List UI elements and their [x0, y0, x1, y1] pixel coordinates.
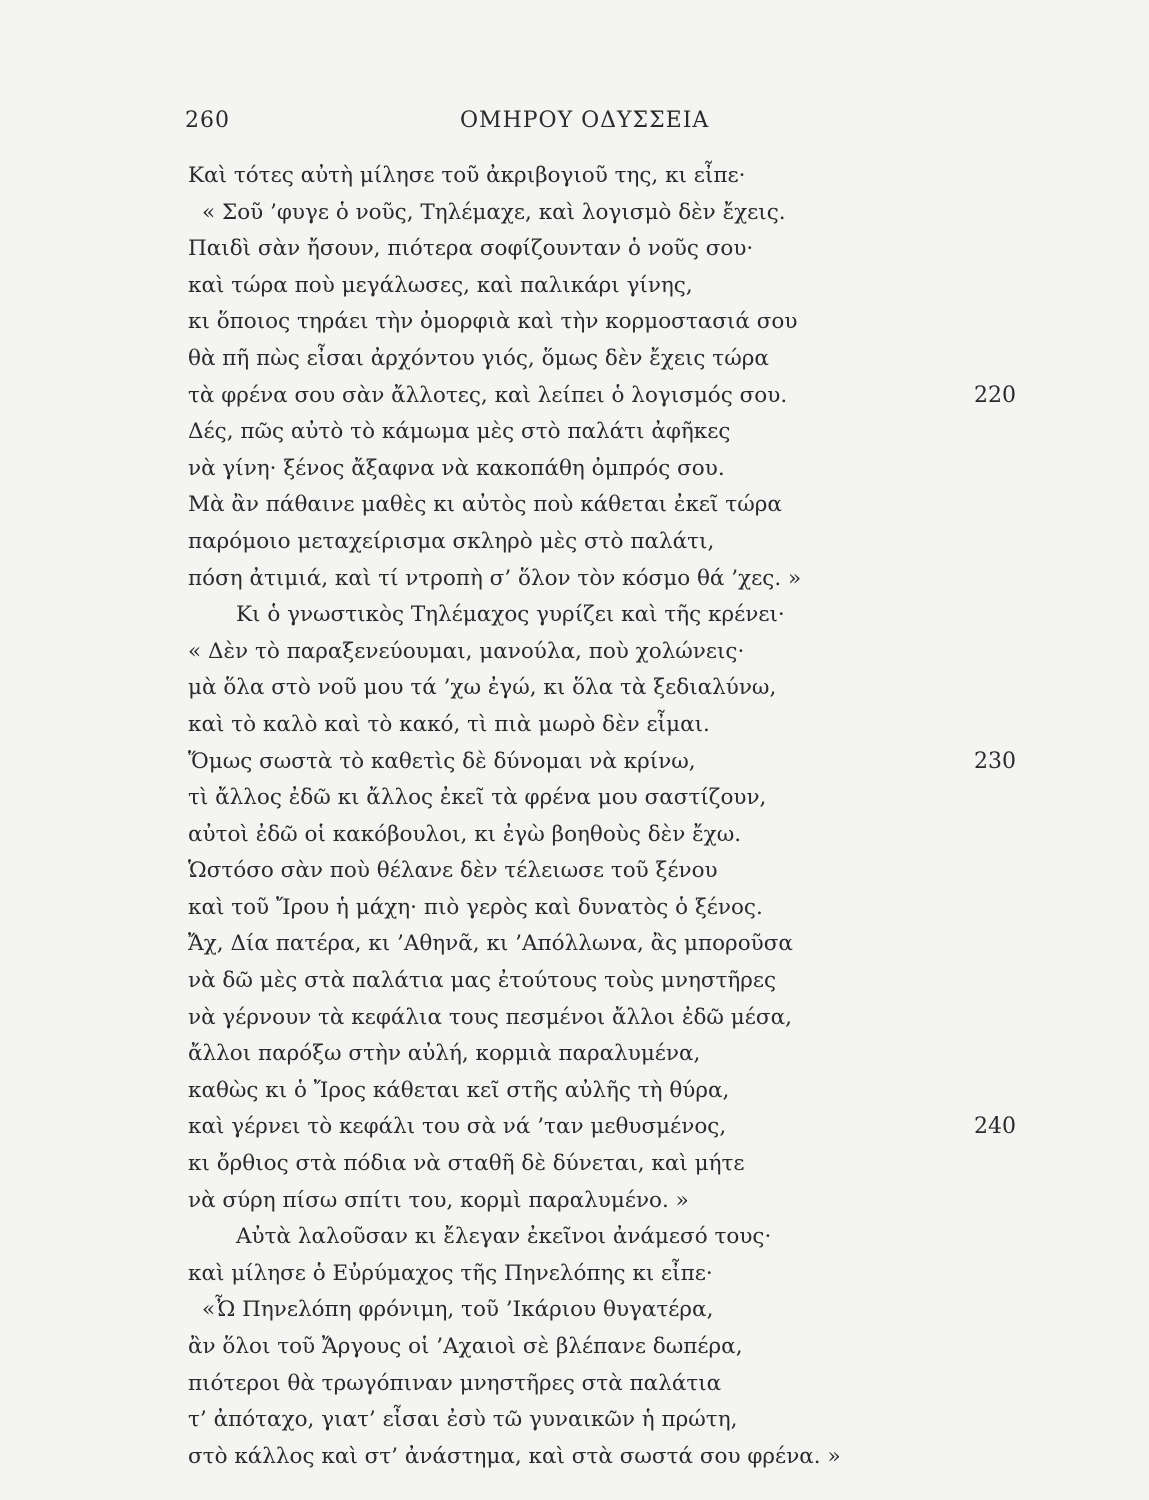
- line-number: 240: [974, 1114, 1016, 1140]
- verse-text: Παιδὶ σὰν ἤσουν, πιότερα σοφίζουνταν ὁ νοῦς σου·: [188, 236, 754, 262]
- verse-text: κι ὄρθιος στὰ πόδια νὰ σταθῆ δὲ δύνεται, καὶ μήτε: [188, 1151, 745, 1177]
- verse-text: αὐτοὶ ἐδῶ οἱ κακόβουλοι, κι ἐγὼ βοηθοὺς δὲν ἔχω.: [188, 821, 742, 847]
- verse-text: Ὅμως σωστὰ τὸ καθετὶς δὲ δύνομαι νὰ κρίνω,: [188, 748, 696, 774]
- verse-text: ἄλλοι παρόξω στὴν αὐλή, κορμιὰ παραλυμένα,: [188, 1041, 701, 1067]
- verse-line: [188, 304, 1048, 341]
- page-number: 260: [185, 108, 230, 133]
- verse-line: [188, 634, 1048, 671]
- verse-line: [188, 1329, 1048, 1366]
- verse-line: [188, 487, 1048, 524]
- verse-line: [188, 963, 1048, 1000]
- verse-text: στὸ κάλλος καὶ στ’ ἀνάστημα, καὶ στὰ σωστά σου φρένα. »: [188, 1443, 841, 1469]
- verse-text: τ’ ἀπόταχο, γιατ’ εἶσαι ἐσὺ τῶ γυναικῶν ἡ πρώτη,: [188, 1407, 738, 1433]
- verse-text: νὰ γίνη· ξένος ἄξαφνα νὰ κακοπάθη ὀμπρός σου.: [188, 455, 725, 481]
- running-title: ΟΜΗΡΟΥ ΟΔΥΣΣΕΙΑ: [460, 108, 710, 133]
- verse-line: [188, 597, 1048, 634]
- verse-text: Καὶ τότες αὐτὴ μίλησε τοῦ ἀκριβογιοῦ της, κι εἶπε·: [188, 163, 746, 188]
- verse-text: Ἄχ, Δία πατέρα, κι ’Αθηνᾶ, κι ’Απόλλωνα, ἂς μποροῦσα: [188, 931, 793, 957]
- verse-text: καθὼς κι ὁ Ἴρος κάθεται κεῖ στῆς αὐλῆς τὴ θύρα,: [188, 1077, 730, 1103]
- verse-line: [188, 158, 1048, 195]
- verse-text: καὶ τὸ καλὸ καὶ τὸ κακό, τὶ πιὰ μωρὸ δὲν εἶμαι.: [188, 711, 710, 737]
- verse-text: «Ὦ Πηνελόπη φρόνιμη, τοῦ ’Ικάριου θυγατέρα,: [202, 1297, 714, 1323]
- verse-line: [188, 1366, 1048, 1403]
- verse-text: κι ὅποιος τηράει τὴν ὀμορφιὰ καὶ τὴν κορμοστασιά σου: [188, 309, 798, 335]
- verse-text: « Δὲν τὸ παραξενεύουμαι, μανούλα, ποὺ χολώνεις·: [188, 638, 745, 664]
- verse-text: Μὰ ἂν πάθαινε μαθὲς κι αὐτὸς ποὺ κάθεται ἐκεῖ τώρα: [188, 492, 782, 518]
- verse-text: μὰ ὅλα στὸ νοῦ μου τά ’χω ἐγώ, κι ὅλα τὰ ξεδιαλύνω,: [188, 675, 777, 701]
- verse-text: καὶ τοῦ Ἴρου ἡ μάχη· πιὸ γερὸς καὶ δυνατὸς ὁ ξένος.: [188, 894, 763, 920]
- line-number: 230: [974, 748, 1016, 774]
- verse-line: [188, 1183, 1048, 1220]
- poem-text-block: [188, 158, 1048, 1475]
- verse-line: [188, 378, 1048, 415]
- page-header: [185, 108, 1030, 138]
- verse-line: [188, 1000, 1048, 1037]
- verse-line: [188, 1109, 1048, 1146]
- verse-text: καὶ γέρνει τὸ κεφάλι του σὰ νά ’ταν μεθυσμένος,: [188, 1114, 727, 1140]
- verse-line: [188, 561, 1048, 598]
- verse-text: τὶ ἄλλος ἐδῶ κι ἄλλος ἐκεῖ τὰ φρένα μου σαστίζουν,: [188, 785, 767, 811]
- verse-text: Δές, πῶς αὐτὸ τὸ κάμωμα μὲς στὸ παλάτι ἀφῆκες: [188, 419, 731, 445]
- verse-line: [188, 670, 1048, 707]
- verse-line: [188, 780, 1048, 817]
- verse-text: πόση ἀτιμιά, καὶ τί ντροπὴ σ’ ὅλον τὸν κόσμο θά ’χες. »: [188, 565, 802, 591]
- verse-line: [188, 1256, 1048, 1293]
- verse-line: [188, 853, 1048, 890]
- line-number: 220: [974, 382, 1016, 408]
- verse-line: [188, 1219, 1048, 1256]
- verse-text: παρόμοιο μεταχείρισμα σκληρὸ μὲς στὸ παλάτι,: [188, 528, 715, 554]
- verse-text: καὶ μίλησε ὁ Εὐρύμαχος τῆς Πηνελόπης κι εἶπε·: [188, 1260, 713, 1286]
- verse-line: [188, 926, 1048, 963]
- verse-line: [188, 341, 1048, 378]
- verse-line: [188, 1439, 1048, 1476]
- verse-line: [188, 817, 1048, 854]
- verse-text: Κι ὁ γνωστικὸς Τηλέμαχος γυρίζει καὶ τῆς κρένει·: [236, 602, 785, 628]
- verse-line: [188, 1146, 1048, 1183]
- verse-line: [188, 451, 1048, 488]
- verse-line: [188, 524, 1048, 561]
- verse-text: πιότεροι θὰ τρωγόπιναν μνηστῆρες στὰ παλάτια: [188, 1370, 722, 1396]
- verse-text: τὰ φρένα σου σὰν ἄλλοτες, καὶ λείπει ὁ λογισμός σου.: [188, 382, 788, 408]
- verse-line: [188, 414, 1048, 451]
- verse-text: νὰ σύρη πίσω σπίτι του, κορμὶ παραλυμένο. »: [188, 1187, 689, 1213]
- verse-line: [188, 1036, 1048, 1073]
- verse-text: νὰ γέρνουν τὰ κεφάλια τους πεσμένοι ἄλλοι ἐδῶ μέσα,: [188, 1004, 792, 1030]
- verse-line: [188, 890, 1048, 927]
- verse-text: νὰ δῶ μὲς στὰ παλάτια μας ἐτούτους τοὺς μνηστῆρες: [188, 968, 777, 994]
- verse-line: [188, 707, 1048, 744]
- verse-text: ἂν ὅλοι τοῦ Ἄργους οἱ ’Αχαιοὶ σὲ βλέπανε δωπέρα,: [188, 1334, 743, 1359]
- verse-line: [188, 744, 1048, 781]
- verse-text: καὶ τώρα ποὺ μεγάλωσες, καὶ παλικάρι γίνης,: [188, 272, 693, 298]
- verse-text: Ὡστόσο σὰν ποὺ θέλανε δὲν τέλειωσε τοῦ ξένου: [188, 858, 718, 884]
- verse-text: Αὐτὰ λαλοῦσαν κι ἔλεγαν ἐκεῖνοι ἀνάμεσό τους·: [236, 1224, 772, 1250]
- verse-line: [188, 1402, 1048, 1439]
- verse-text: « Σοῦ ’φυγε ὁ νοῦς, Τηλέμαχε, καὶ λογισμὸ δὲν ἔχεις.: [202, 199, 786, 225]
- verse-line: [188, 195, 1048, 232]
- verse-line: [188, 1073, 1048, 1110]
- verse-text: θὰ πῆ πὼς εἶσαι ἀρχόντου γιός, ὅμως δὲν ἔχεις τώρα: [188, 345, 769, 371]
- verse-line: [188, 231, 1048, 268]
- verse-line: [188, 1292, 1048, 1329]
- verse-line: [188, 268, 1048, 305]
